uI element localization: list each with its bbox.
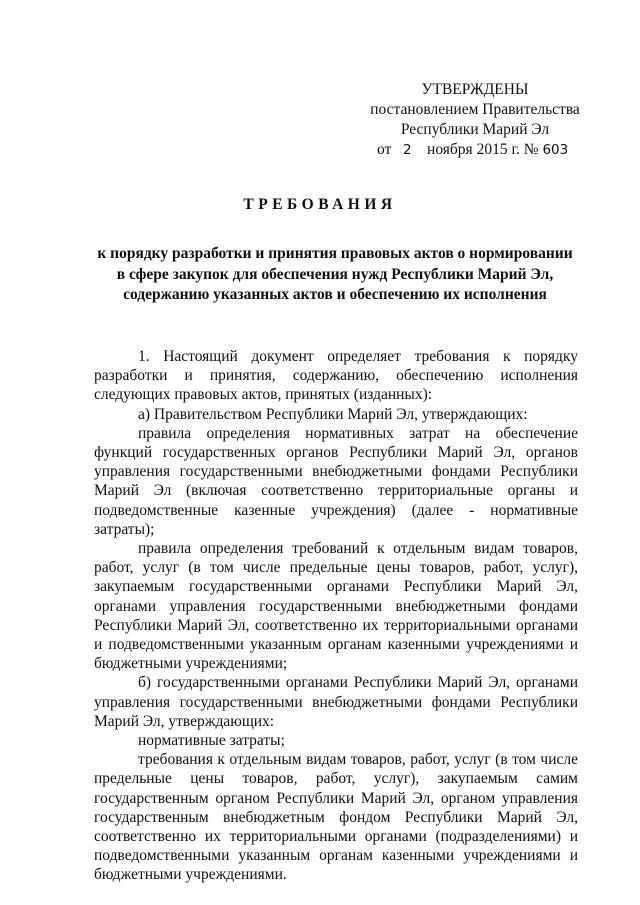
approval-block: [365, 80, 585, 160]
subtitle-line: к порядку разработки и принятия правовых актов о нормировании: [97, 245, 573, 262]
subtitle-line: в сфере закупок для обеспечения нужд Республики Марий Эл,: [116, 265, 554, 283]
paragraph: б) государственными органами Республики Марий Эл, органами управления государственными внебюджетными фондами Республики Марий Эл, утверждающих:: [94, 674, 578, 730]
paragraph: нормативные затраты;: [138, 732, 285, 750]
paragraph: а) Правительством Республики Марий Эл, утверждающих:: [138, 405, 528, 423]
approval-resolution-line: постановлением Правительства: [370, 101, 580, 118]
approval-republic-line: Республики Марий Эл: [400, 121, 550, 138]
date-month-year: ноября 2015 г. №: [427, 141, 539, 158]
document-title: ТРЕБОВАНИЯ: [243, 196, 397, 213]
document-number: 603: [542, 142, 569, 158]
subtitle-line: содержанию указанных актов и обеспечению их исполнения: [123, 286, 547, 303]
paragraph: требования к отдельным видам товаров, работ, услуг (в том числе предельные цены товаров, работ, услуг), закупаемым самим государственным органом Республики Марий Эл, органом управления государственным внебюджетным фондом Республики Марий Эл, соответственно их территориальными органами (подразделениями) и подведомственными указанным органам казенными учреждениями и бюджетными учреждениями.: [94, 751, 578, 884]
document-body: [94, 347, 578, 885]
paragraph: правила определения требований к отдельным видам товаров, работ, услуг (в том числе предельные цены товаров, работ, услуг), закупаемым государственными органами Республики Марий Эл, органами управления государственными внебюджетными фондами Республики Марий Эл, соответственно их территориальными органами и подведомственными указанным органам казенными учреждениями и бюджетными учреждениями;: [94, 540, 578, 673]
paragraph: правила определения нормативных затрат на обеспечение функций государственных органов Республики Марий Эл, органов управления государственными внебюджетными фондами Республики Марий Эл (включая соответственно территориальные органы и подведомственные казенные учреждения) (далее - нормативные затраты);: [94, 424, 578, 538]
date-prefix: от: [377, 141, 392, 158]
approval-date-line: [365, 140, 585, 160]
date-day: 2: [402, 142, 412, 158]
approval-heading: УТВЕРЖДЕНЫ: [421, 81, 529, 98]
document-subtitle: [95, 244, 575, 306]
paragraph: 1. Настоящий документ определяет требования к порядку разработки и принятия, содержанию, обеспечению исполнения следующих правовых актов, принятых (изданных):: [94, 348, 578, 404]
